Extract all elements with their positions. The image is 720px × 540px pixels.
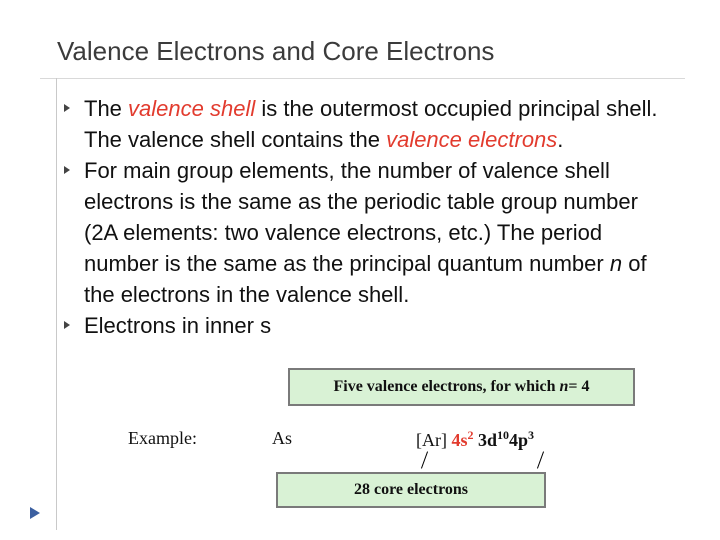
bullet-valence-shell bbox=[62, 93, 662, 155]
arrow-bullet-icon bbox=[62, 320, 72, 330]
bullet-main-group bbox=[62, 155, 662, 310]
bracket-tick-left bbox=[421, 451, 428, 468]
valence-shell-term: valence shell bbox=[128, 96, 256, 121]
bracket-tick-right bbox=[537, 451, 544, 468]
quantum-n: n bbox=[609, 251, 623, 276]
core-notation: [Ar] bbox=[416, 430, 452, 450]
bullet-text: For main group elements, the number of valence shell electrons is the same as the periodic table group number (2A elements: two valence electrons, etc.) The period number is the same as the principal quantum number bbox=[84, 158, 638, 276]
page-title: Valence Electrons and Core Electrons bbox=[57, 36, 495, 66]
left-rule bbox=[56, 78, 57, 530]
valence-electrons-term: valence electrons bbox=[386, 127, 558, 152]
callout-n: n bbox=[559, 378, 569, 395]
bullet-text: . bbox=[557, 127, 564, 152]
callout-text: Five valence electrons, for which bbox=[333, 378, 556, 395]
title-divider bbox=[40, 78, 685, 79]
example-element: As bbox=[272, 428, 293, 448]
p-orbital: $4p^3$ bbox=[509, 428, 535, 450]
example-label: Example: bbox=[128, 428, 197, 448]
bullet-text: Electrons in inner s bbox=[84, 313, 272, 338]
s-orbital: $4s^2$ bbox=[451, 428, 474, 450]
valence-callout-box bbox=[288, 368, 635, 406]
bullet-text: The bbox=[84, 96, 129, 121]
bullet-text: of the electrons in the valence shell. bbox=[84, 251, 647, 307]
arrow-bullet-icon bbox=[62, 165, 72, 175]
bullet-inner-electrons bbox=[62, 310, 662, 341]
arrow-bullet-icon bbox=[62, 103, 72, 113]
d-orbital: $3d^{10}$ bbox=[473, 428, 510, 450]
core-electrons-box: 28 core electrons bbox=[276, 472, 546, 508]
nav-triangle-icon[interactable] bbox=[26, 504, 44, 522]
callout-rest: = 4 bbox=[568, 378, 590, 395]
bullet-text: is the outermost occupied principal shell. The valence shell contains the bbox=[84, 96, 658, 152]
electron-configuration bbox=[416, 428, 534, 451]
bullet-list bbox=[62, 93, 662, 341]
